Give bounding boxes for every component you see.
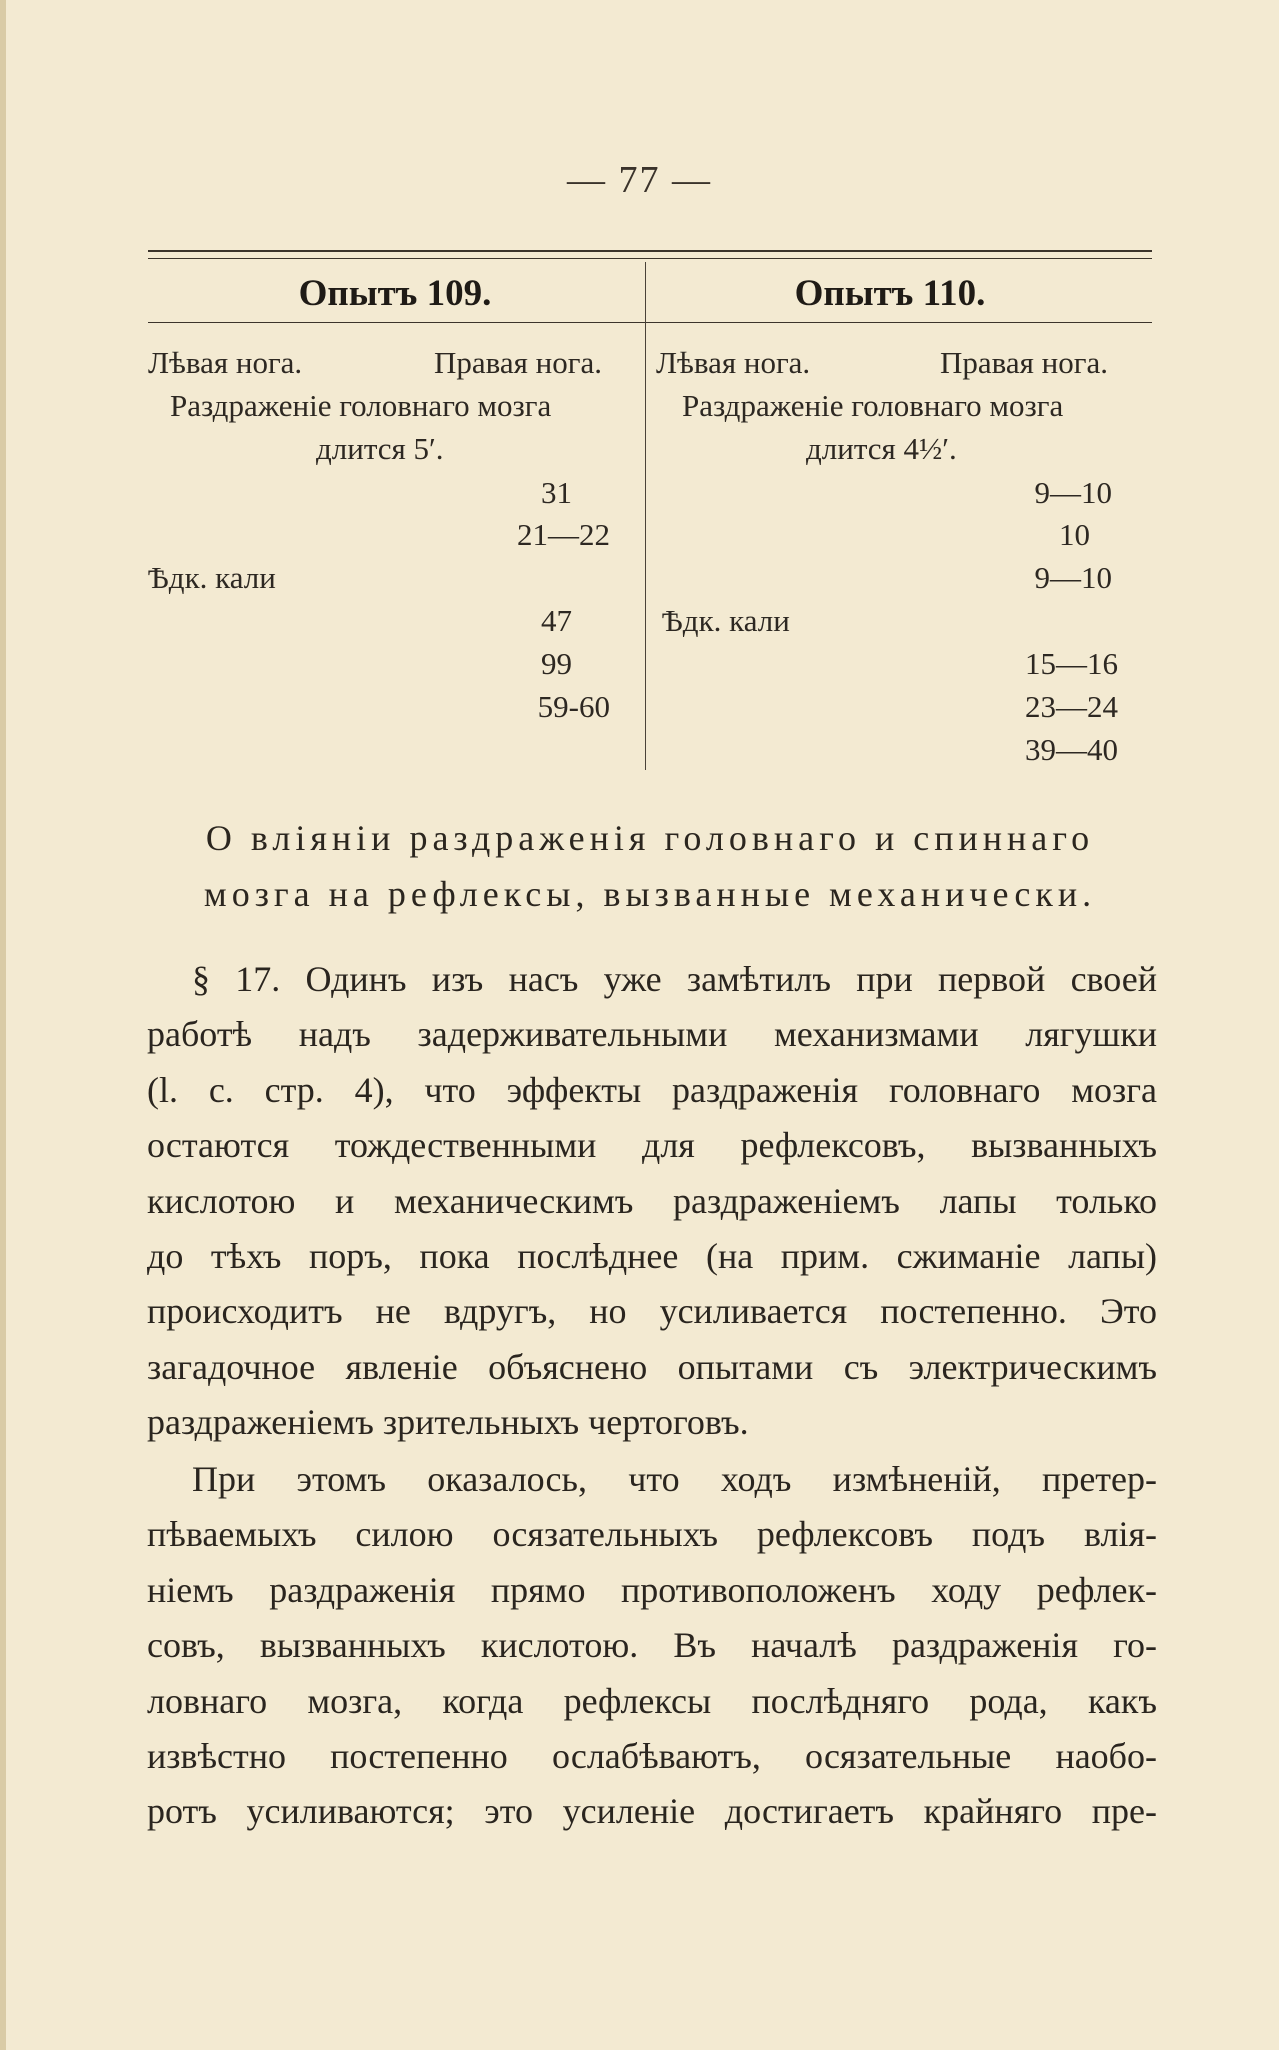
page-number: — 77 —: [567, 159, 712, 201]
value-cell: 39—40: [1025, 732, 1118, 767]
text-line: пѣваемыхъ силою осязательныхъ рефлексовъ подъ влія-: [147, 1514, 1157, 1555]
text-line: ловнаго мозга, когда рефлексы послѣдняго рода, какъ: [147, 1680, 1157, 1721]
experiment-109-header: Опытъ 109.: [298, 273, 492, 314]
page-edge: [0, 0, 6, 2050]
section-heading-line-1: О вліяніи раздраженія головнаго и спиннаго: [205, 818, 1095, 858]
stimulation-label: Раздраженіе головнаго мозга: [170, 388, 552, 423]
table-top-rule: [148, 250, 1152, 252]
value-cell: 47: [541, 603, 572, 638]
text-line: кислотою и механическимъ раздраженіемъ лапы только: [147, 1180, 1157, 1221]
left-leg-label: Лѣвая нога.: [656, 345, 811, 380]
text-line-last: раздраженіемъ зрительныхъ чертоговъ.: [147, 1402, 749, 1443]
text-line: При этомъ оказалось, что ходъ измѣненій, претер-: [192, 1459, 1157, 1499]
paragraph-1: [147, 952, 1157, 1451]
text-line: загадочное явленіе объяснено опытами съ электрическимъ: [147, 1346, 1157, 1387]
value-cell: 9—10: [1034, 475, 1112, 510]
duration-label: длится 5′.: [316, 431, 444, 466]
text-line: остаются тождественными для рефлексовъ, вызванныхъ: [147, 1125, 1157, 1166]
value-cell: 59-60: [537, 689, 610, 724]
duration-label: длится 4½′.: [806, 431, 957, 466]
paragraph-2: [147, 1452, 1157, 1840]
value-cell: 9—10: [1034, 560, 1112, 595]
value-cell: 31: [541, 475, 572, 510]
table-column-divider: [645, 262, 646, 770]
text-line: извѣстно постепенно ослабѣваютъ, осязательные наобо-: [147, 1736, 1157, 1777]
text-line: ротъ усиливаются; это усиленіе достигаетъ крайняго пре-: [147, 1791, 1157, 1832]
text-line: § 17. Одинъ изъ насъ уже замѣтилъ при первой своей: [192, 959, 1157, 999]
text-line: происходитъ не вдругъ, но усиливается постепенно. Это: [147, 1291, 1157, 1332]
stimulation-label: Раздраженіе головнаго мозга: [682, 388, 1064, 423]
value-cell: 21—22: [517, 517, 610, 552]
right-leg-label: Правая нога.: [940, 345, 1108, 380]
text-line: работѣ надъ задерживательными механизмами лягушки: [147, 1014, 1157, 1055]
text-line: ніемъ раздраженія прямо противоположенъ ходу рефлек-: [147, 1569, 1157, 1610]
experiment-110-header: Опытъ 110.: [794, 273, 986, 314]
text-line: до тѣхъ поръ, пока послѣднее (на прим. сжиманіе лапы): [147, 1236, 1157, 1277]
left-leg-label: Лѣвая нога.: [148, 345, 303, 380]
text-line: совъ, вызванныхъ кислотою. Въ началѣ раздраженія го-: [147, 1625, 1157, 1666]
value-cell: 10: [1059, 517, 1090, 552]
section-heading-line-2: мозга на рефлексы, вызванные механически.: [203, 874, 1097, 914]
table-top-rule-thin: [148, 258, 1152, 259]
value-cell: 99: [541, 646, 572, 681]
potash-marker: Ѣдк. кали: [662, 603, 790, 638]
table-header-rule: [148, 322, 1152, 323]
right-leg-label: Правая нога.: [434, 345, 602, 380]
value-cell: 23—24: [1025, 689, 1118, 724]
text-line: (l. c. стр. 4), что эффекты раздраженія головнаго мозга: [147, 1069, 1157, 1110]
potash-marker: Ѣдк. кали: [148, 560, 276, 595]
value-cell: 15—16: [1025, 646, 1118, 681]
